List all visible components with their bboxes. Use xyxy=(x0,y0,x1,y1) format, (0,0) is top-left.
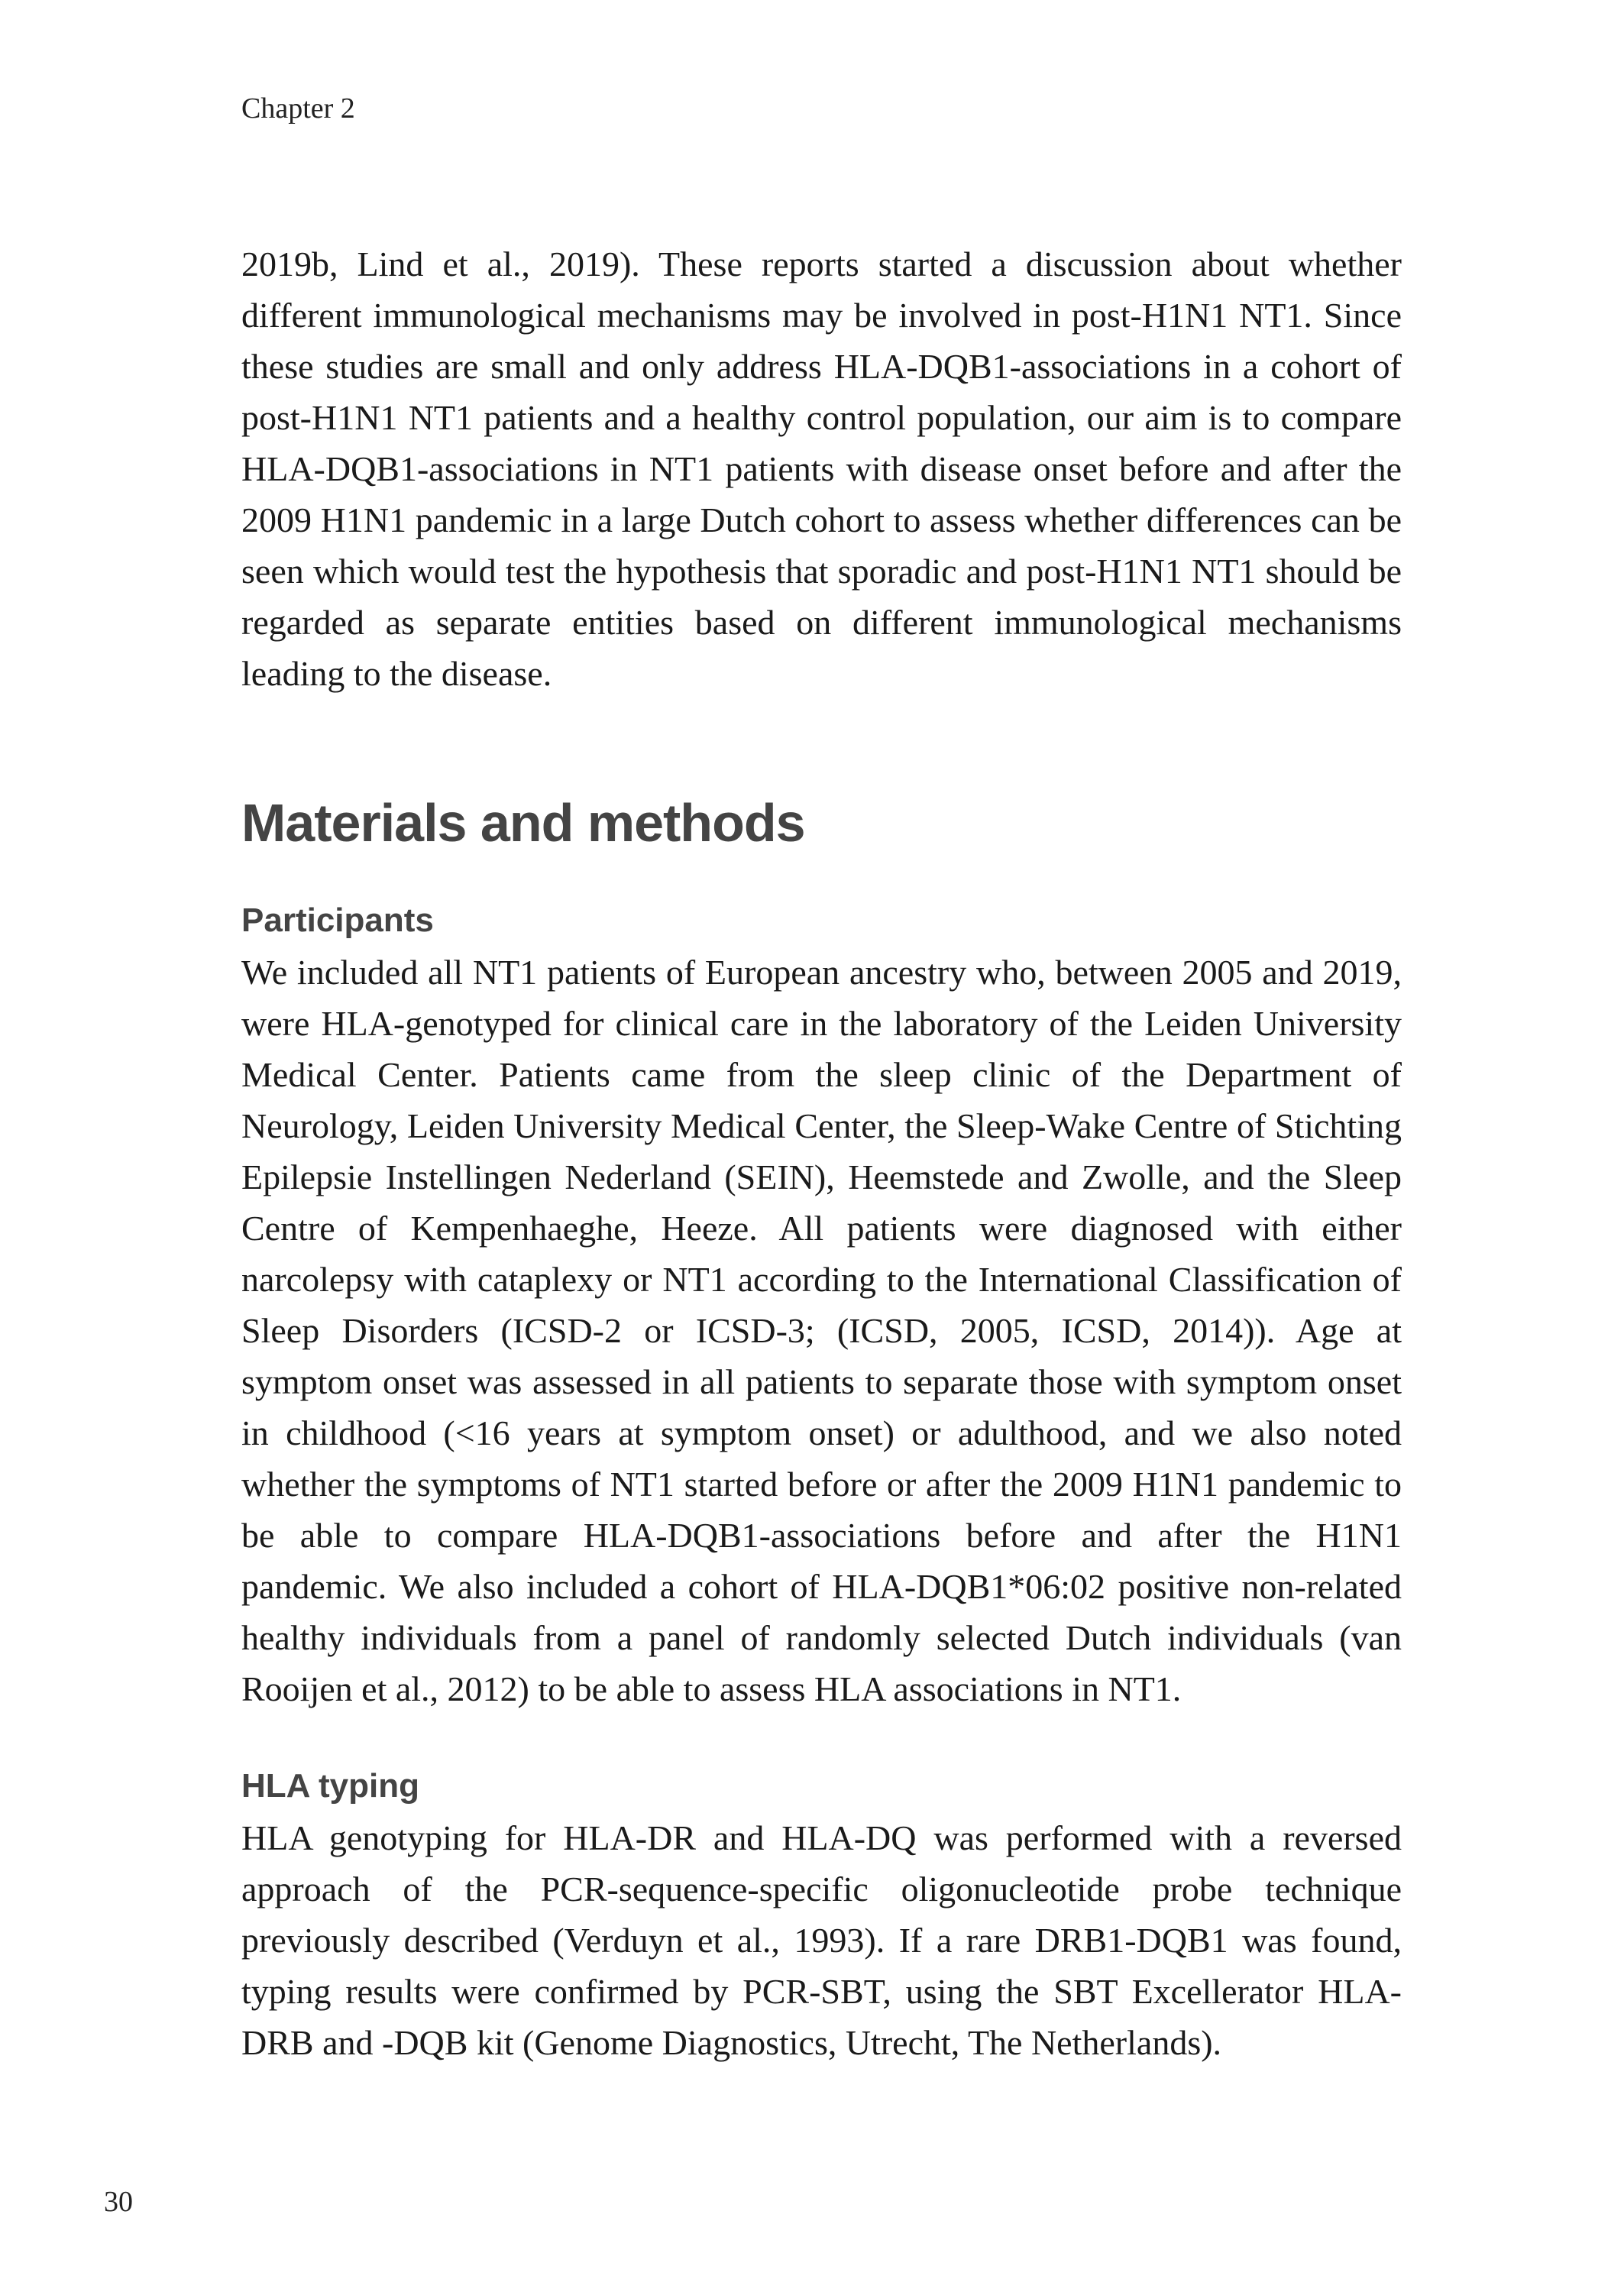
subheading-hla-typing: HLA typing xyxy=(241,1767,419,1805)
hla-typing-paragraph: HLA genotyping for HLA-DR and HLA-DQ was performed with a reversed approach of the PCR-sequence-specific oligonucleotide probe technique previously described (Verduyn et al., 1993). If a rare DRB1-DQB1 was found, typing results were confirmed by PCR-SBT, using the SBT Excellerator HLA-DRB and -DQB kit (Genome Diagnostics, Utrecht, The Netherlands). xyxy=(241,1818,1402,2062)
intro-paragraph: 2019b, Lind et al., 2019). These reports started a discussion about whether different immunological mechanisms may be involved in post-H1N1 NT1. Since these studies are small and only address HLA-DQB1-associations in a cohort of post-H1N1 NT1 patients and a healthy control population, our aim is to compare HLA-DQB1-associations in NT1 patients with disease onset before and after the 2009 H1N1 pandemic in a large Dutch cohort to assess whether differences can be seen which would test the hypothesis that sporadic and post-H1N1 NT1 should be regarded as separate entities based on different immunological mechanisms leading to the disease. xyxy=(241,244,1402,693)
page-number: 30 xyxy=(104,2186,133,2218)
subheading-participants: Participants xyxy=(241,902,434,939)
participants-paragraph: We included all NT1 patients of European ancestry who, between 2005 and 2019, were HLA-genotyped for clinical care in the laboratory of the Leiden University Medical Center. Patients came from the sleep clinic of the Department of Neurology, Leiden University Medical Center, the Sleep-Wake Centre of Stichting Epilepsie Instellingen Nederland (SEIN), Heemstede and Zwolle, and the Sleep Centre of Kempenhaeghe, Heeze. All patients were diagnosed with either narcolepsy with cataplexy or NT1 according to the International Classification of Sleep Disorders (ICSD-2 or ICSD-3; (ICSD, 2005, ICSD, 2014)). Age at symptom onset was assessed in all patients to separate those with symptom onset in childhood (<16 years at symptom onset) or adulthood, and we also noted whether the symptoms of NT1 started before or after the 2009 H1N1 pandemic to be able to compare HLA-DQB1-associations before and after the H1N1 pandemic. We also included a cohort of HLA-DQB1*06:02 positive non-related healthy individuals from a panel of randomly selected Dutch individuals (van Rooijen et al., 2012) to be able to assess HLA associations in NT1. xyxy=(241,953,1402,1708)
page-body xyxy=(241,238,1402,2068)
section-heading-materials-methods: Materials and methods xyxy=(241,793,805,853)
running-header: Chapter 2 xyxy=(241,92,355,125)
